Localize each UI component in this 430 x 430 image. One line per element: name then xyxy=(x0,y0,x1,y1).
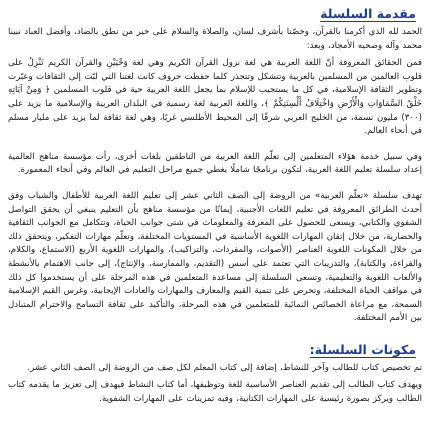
opening-paragraph: الحمد لله الذي أكرمنا بالقرآن، وخصّنا بأشرف لسان، والصلاة والسلام على خير من نطق بالضاد، وأفضل العباد نبينا محمد وآله وصحبه الأمجاد، وبعد: xyxy=(8,27,422,51)
arabic-language-paragraph: فمن الحقائق المعروفة أنّ اللغة العربية هي لغة نزول القرآن الكريم وهي لغة وَحْيَيْنِ والقرآن الكريم تَنْزِلُ على قلوب العالمين من المسلمين بالعربية وتتشكل وتتجذر كلما حفظت حروف كانت لغتنا التي لبّت إلى الثقافات وعبّرت وتطوير الثقافة الإسلامية، في كل ما يستجيب للإسلام بما يجعل اللغة العربية حية في قلوب المسلمين ﴿ وَمِنْ آيَاتِهِ خَلْقُ السَّمَاوَاتِ وَالْأَرْضِ وَاخْتِلَافُ أَلْسِنَتِكُمْ ﴾، واللغة العربية لغة رسمية في البلدان العربية والإسلامية ما يزيد على (٣٠٠) مليون نسمة، من الخليج العربي شرقًا إلى المحيط الأطلسي غربًا، وهي لغة ثقافة لما يزيد على مليار مسلم في أنحاء العالم. xyxy=(8,58,422,137)
series-purpose-paragraph: وفي سبيل خدمة هؤلاء المتعلمين إلى تعلّم اللغة العربية من الناطقين بلغات أخرى، رأت مؤسسة مناهج العالمية إعداد سلسلة تعليم اللغة العربية، لتكون برنامجًا شاملًا يغطي جميع مراحل التعليم في العالم وفي أنحاء المعمورة. xyxy=(8,151,422,176)
spacer xyxy=(8,143,422,151)
document-page xyxy=(8,6,422,426)
series-components-heading: مكونات السلسلة: xyxy=(309,341,416,357)
series-goals-paragraph: تهدف سلسلة «تعلّم العربية» من الروضة إلى الصف الثاني عشر إلى تعليم اللغة العربية للأطفال والشباب وفق أحدث الطرائق المعروفة في تعليم اللغات الأجنبية، إيمانًا من مؤسسة مناهج بأن التعليم ينبغي أن يحقق التواصل الشفوي والكتابي، ويسعى للحصول على المعرفة والمعلومات في شتى جوانب الحياة، وتتكامل مع الجوانب الثقافية والحضارية، من خلال إتقان المهارات اللغوية الأساسية في المستويات المختلفة، وتعلّم مهارات التفكير، ويتحقق ذلك من خلال المكونات اللغوية العناصر (الأصوات، والمفردات، والتراكيب)، والمهارات اللغوية الأربع (الاستماع، والكلام، والقراءة، والكتابة)، والتدريبات التي تعتمد على أسس (التقديم، والممارسة، والإنتاج)، إلى جانب الاهتمام بالأنشطة والألعاب اللغوية والتعليمية، وتسعى السلسلة إلى مساعدة المتعلمين في هذه المرحلة على أن يستخدموا كل ذلك في مواقف الحياة المختلفة، وتحرص على تنمية القيم والمعارف والمهارات والعادات الإيجابية، وغرس القيم الإسلامية السمحة، مع مراعاة الخصائص النمائية للمتعلمين في هذه المرحلة، والتأكيد على ثقافة التسامح والاحترام المتبادل بين الأمم المختلفة. xyxy=(8,190,422,324)
components-paragraph: تم تخصيص كتاب للطالب وآخر للنشاط، إضافة إلى كتاب المعلم لكل صف من الروضة إلى الصف الثاني عشر. xyxy=(27,362,422,373)
spacer xyxy=(8,182,422,190)
student-book-paragraph: ويهدف كتاب الطالب إلى تقديم العناصر الأساسية للغة وتوظيفها، أما كتاب النشاط فيهدف إلى تعزيز ما يقدمه كتاب الطالب ويركز بصورة رئيسية على المهارات الكتابية، وفيه تمرينات على المهارات الشفوية. xyxy=(8,380,422,405)
spacer xyxy=(8,330,422,342)
series-introduction-heading: مقدمة السلسلة xyxy=(320,6,416,21)
